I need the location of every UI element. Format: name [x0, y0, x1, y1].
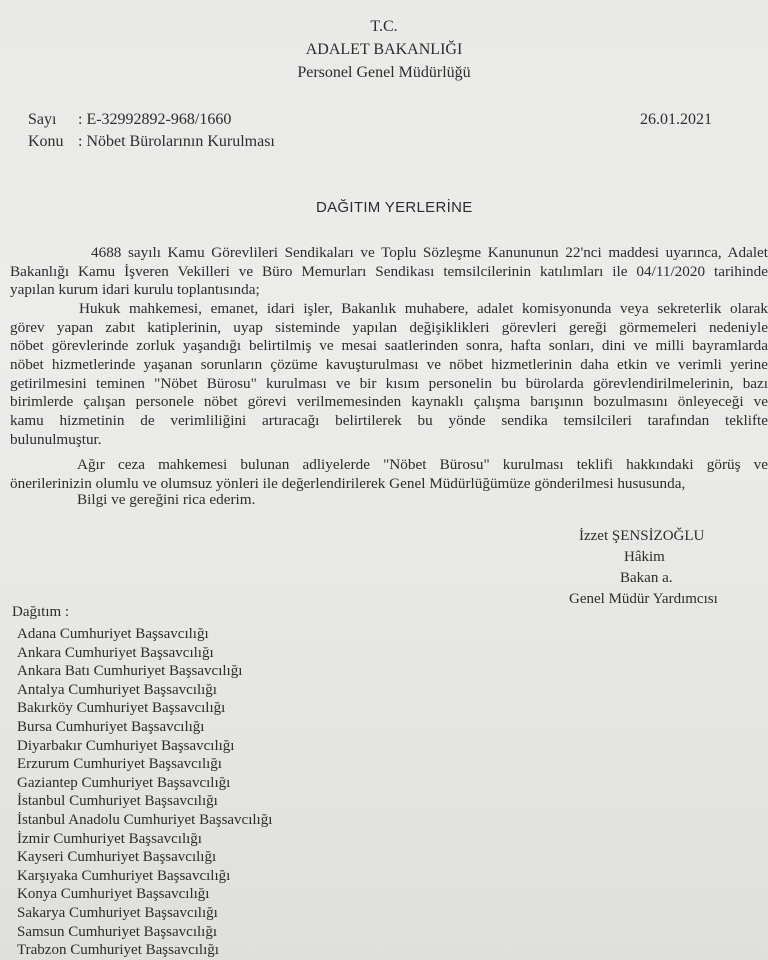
sayi-label: Sayı	[28, 111, 57, 128]
paragraph-line: önerilerinizin olumlu ve olumsuz yönleri ile değerlendirilerek Genel Müdürlüğümüze gönderilmesi hususunda,	[10, 474, 686, 492]
paragraph-line: yapılan kurum idari kurulu toplantısında;	[10, 281, 260, 299]
signatory-role: Hâkim	[624, 549, 665, 565]
distribution-item: Kayseri Cumhuriyet Başsavcılığı	[17, 849, 217, 866]
distribution-item: Adana Cumhuriyet Başsavcılığı	[17, 626, 209, 642]
paragraph-line: kamu hizmetinin de verimliliğini artıracağı belirtilerek bu yönde sendika temsilcileri tarafından teklifte	[10, 412, 768, 430]
distribution-item: Karşıyaka Cumhuriyet Başsavcılığı	[17, 867, 231, 884]
distribution-item: Konya Cumhuriyet Başsavcılığı	[17, 886, 210, 903]
paragraph-line: Hukuk mahkemesi, emanet, idari işler, Bakanlık muhabere, adalet komisyonunda veya sekreterlik olarak	[79, 300, 768, 317]
distribution-list	[17, 625, 272, 960]
paragraph-line: Ağır ceza mahkemesi bulunan adliyelerde "Nöbet Bürosu" kurulması teklifi hakkındaki görüş ve	[77, 456, 768, 473]
sayi-value: : E-32992892-968/1660	[78, 111, 232, 128]
paragraph-1	[10, 244, 768, 300]
distribution-item: İstanbul Anadolu Cumhuriyet Başsavcılığı	[17, 811, 273, 828]
paragraph-3	[10, 456, 768, 493]
closing-line: Bilgi ve gereğini rica ederim.	[77, 491, 256, 508]
distribution-item: İzmir Cumhuriyet Başsavcılığı	[17, 830, 202, 847]
paragraph-line: nöbet hizmetlerinde yaşanan sorunların çözüme kavuşturulması ve nöbet hizmetlerinin daha etkin ve verimli yerine	[10, 356, 768, 374]
distribution-item: Diyarbakır Cumhuriyet Başsavcılığı	[17, 737, 235, 754]
distribution-item: Ankara Cumhuriyet Başsavcılığı	[17, 644, 214, 661]
distribution-item: Gaziantep Cumhuriyet Başsavcılığı	[17, 774, 231, 791]
header-directorate: Personel Genel Müdürlüğü	[297, 64, 471, 81]
paragraph-2	[10, 300, 768, 450]
distribution-item: Samsun Cumhuriyet Başsavcılığı	[17, 923, 217, 940]
header-tc: T.C.	[370, 18, 398, 35]
paragraph-line: nöbet görevlerinde zorluk yaşandığı belirtilmiş ve mesai saatlerinden sonra, hafta sonları, dini ve milli bayramlarda	[10, 337, 768, 355]
paragraph-line: görev yapan zabıt katiplerinin, uyap sisteminde yapılan değişiklikleri görevleri gereği görmemeleri nedeniyle	[10, 318, 768, 336]
paragraph-line: birimlerde çalışan personele nöbet görevi verilmemesinden kaynaklı çalışma barışının bozulmasını önleyeceği ve	[10, 393, 768, 411]
distribution-item: Erzurum Cumhuriyet Başsavcılığı	[17, 756, 222, 773]
konu-value: : Nöbet Bürolarının Kurulması	[78, 133, 275, 150]
distribution-item: Trabzon Cumhuriyet Başsavcılığı	[17, 942, 219, 959]
distribution-item: Bakırköy Cumhuriyet Başsavcılığı	[17, 700, 226, 717]
konu-label: Konu	[28, 133, 64, 150]
document-title: DAĞITIM YERLERİNE	[316, 199, 473, 216]
distribution-item: Ankara Batı Cumhuriyet Başsavcılığı	[17, 663, 243, 680]
document-date: 26.01.2021	[640, 111, 712, 128]
signatory-name: İzzet ŞENSİZOĞLU	[579, 528, 705, 544]
distribution-item: Antalya Cumhuriyet Başsavcılığı	[17, 681, 217, 698]
paragraph-line: Bakanlığı Kamu İşveren Vekilleri ve Büro Memurları Sendikası temsilcilerinin katılımları ile 04/11/2020 tarihinde	[10, 262, 768, 280]
signatory-on-behalf: Bakan a.	[620, 570, 673, 586]
distribution-label: Dağıtım :	[12, 604, 70, 620]
paragraph-line: getirilmesini teminen "Nöbet Bürosu" kurulması ve bir kısım personelin bu bürolarda görevlendirilmelerinin, bazı	[10, 374, 768, 392]
header-ministry: ADALET BAKANLIĞI	[305, 41, 463, 58]
paragraph-line: 4688 sayılı Kamu Görevlileri Sendikaları ve Toplu Sözleşme Kanununun 22'nci maddesi uyarınca, Adalet	[91, 244, 768, 261]
paragraph-line: bulunulmuştur.	[10, 430, 102, 448]
distribution-item: Sakarya Cumhuriyet Başsavcılığı	[17, 904, 218, 921]
distribution-item: İstanbul Cumhuriyet Başsavcılığı	[17, 793, 218, 810]
distribution-item: Bursa Cumhuriyet Başsavcılığı	[17, 718, 205, 735]
signatory-position: Genel Müdür Yardımcısı	[569, 591, 718, 607]
